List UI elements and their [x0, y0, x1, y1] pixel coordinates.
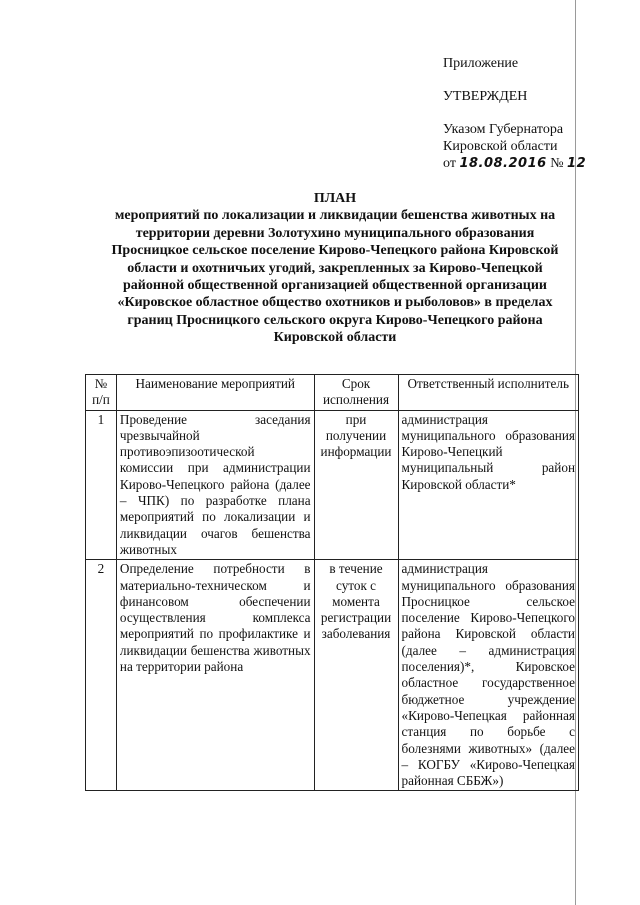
title-line: территории деревни Золотухино муниципального образования — [135, 225, 535, 241]
decree-line-2: Кировской области — [443, 139, 558, 154]
row-responsible: администрация муниципального образования Просницкое сельское поселение Кирово-Чепецкого района Кировской области (далее – администрация поселения)*, Кировское областное государственное бюджетное учреждение «Кирово-Чепецкая районная станция по борьбе с болезнями животных» (далее – КОГБУ «Кирово-Чепецкая районная СББЖ») — [398, 560, 579, 791]
row-number: 1 — [86, 410, 117, 560]
decree-date: 18.08.2016 — [459, 156, 547, 171]
table-header-row — [86, 375, 579, 411]
title-line: «Кировское областное общество охотников и рыболовов» в пределах — [117, 295, 553, 311]
measures-table — [85, 374, 579, 791]
header-number: № п/п — [86, 375, 117, 411]
number-sign: № — [550, 156, 564, 171]
document-title — [95, 190, 575, 347]
plan-heading: ПЛАН — [313, 191, 357, 206]
approval-stamp-block — [443, 55, 633, 172]
title-line: районной общественной организацией общественной организации — [122, 278, 547, 294]
title-line: Кировской области — [273, 330, 397, 346]
table-row — [86, 410, 579, 560]
approved-label: УТВЕРЖДЕН — [443, 89, 528, 104]
row-responsible: администрация муниципального образования Кирово-Чепецкий муниципальный район Кировской области* — [398, 410, 579, 560]
row-measure: Проведение заседания чрезвычайной противоэпизоотической комиссии при администрации Кирово-Чепецкого района (далее – ЧПК) по разработке плана мероприятий по локализации и ликвидации очагов бешенства животных — [116, 410, 314, 560]
row-term: при получении информации — [314, 410, 398, 560]
title-line: границ Просницкого сельского округа Кирово-Чепецкого района — [127, 312, 543, 328]
header-name: Наименование мероприятий — [116, 375, 314, 411]
decree-date-line — [443, 155, 633, 172]
row-measure: Определение потребности в материально-техническом и финансовом обеспечении осуществления комплекса мероприятий по профилактике и ликвидации бешенства животных на территории района — [116, 560, 314, 791]
title-line: области и охотничьих угодий, закрепленных за Кирово-Чепецкой — [127, 260, 543, 276]
table-row — [86, 560, 579, 791]
row-term: в течение суток с момента регистрации заболевания — [314, 560, 398, 791]
row-number: 2 — [86, 560, 117, 791]
decree-number: 12 — [567, 156, 587, 171]
date-prefix: от — [443, 156, 456, 171]
title-line: Просницкое сельское поселение Кирово-Чепецкого района Кировской — [111, 243, 559, 259]
header-responsible: Ответственный исполнитель — [398, 375, 579, 411]
title-line: мероприятий по локализации и ликвидации бешенства животных на — [114, 208, 556, 224]
decree-line-1: Указом Губернатора — [443, 122, 564, 137]
header-term: Срок исполнения — [314, 375, 398, 411]
annex-label: Приложение — [443, 56, 519, 71]
